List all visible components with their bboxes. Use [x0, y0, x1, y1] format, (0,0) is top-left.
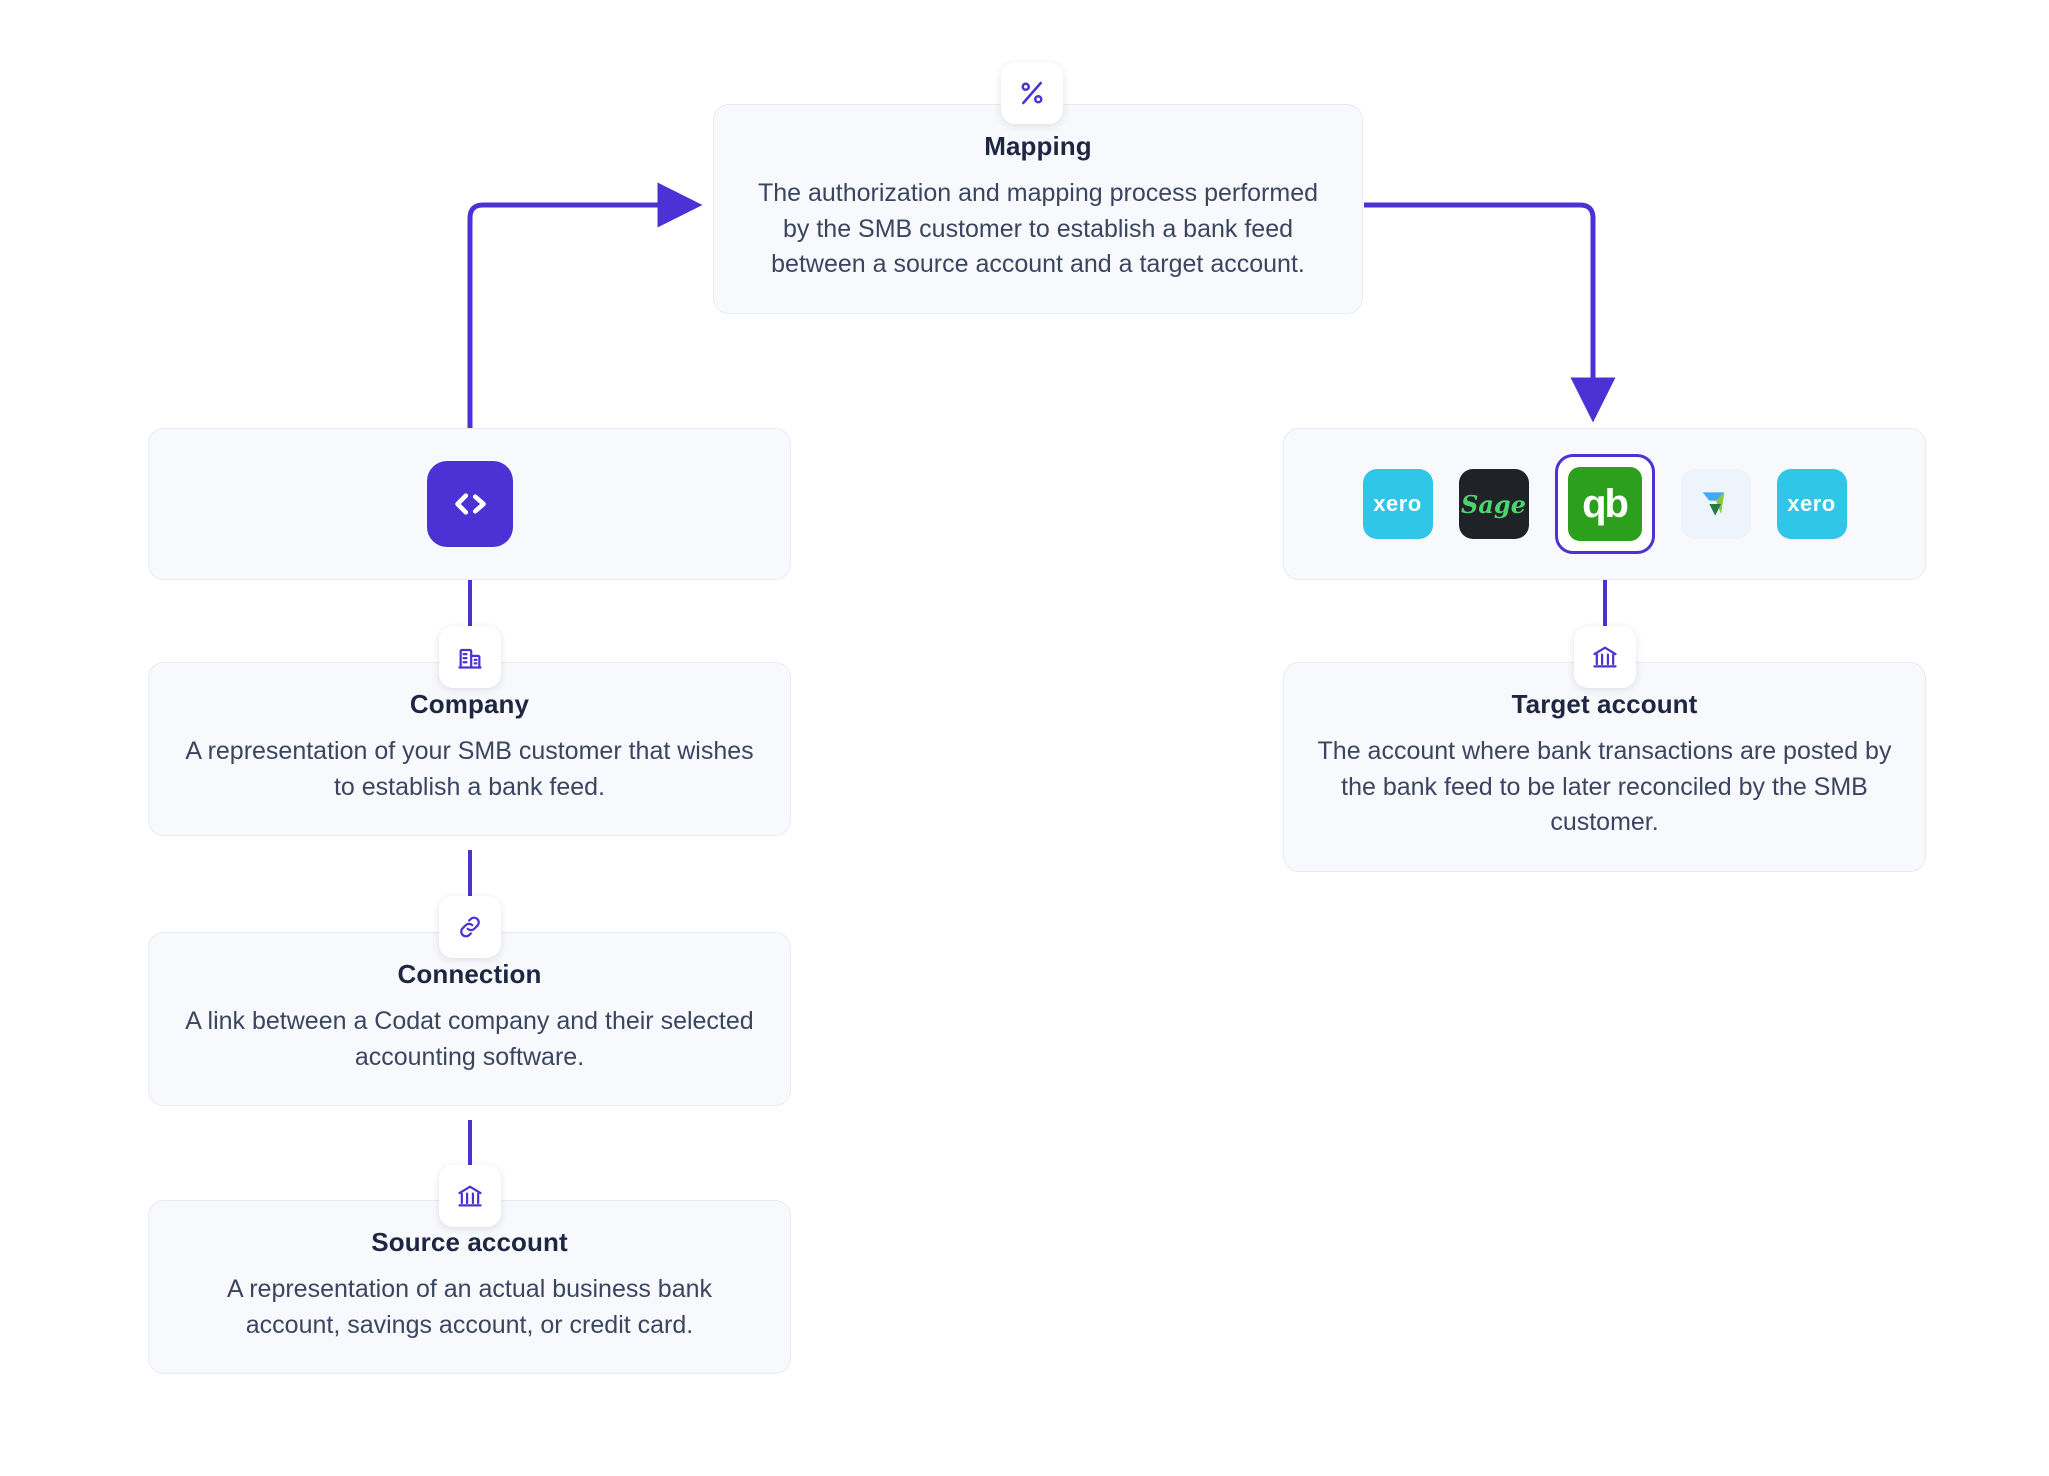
target-account-title: Target account	[1511, 689, 1698, 719]
company-building-icon	[439, 626, 501, 688]
platform-logo-freeagent[interactable]	[1681, 469, 1751, 539]
node-target-account	[1283, 662, 1926, 872]
platform-logo-xero-2[interactable]	[1777, 469, 1847, 539]
source-account-title: Source account	[371, 1227, 568, 1257]
freeagent-glyph-icon	[1696, 484, 1736, 524]
connection-description: A link between a Codat company and their selected accounting software.	[185, 1007, 754, 1071]
link-icon	[439, 896, 501, 958]
platform-logo-sage[interactable]	[1459, 469, 1529, 539]
connection-title: Connection	[397, 959, 542, 989]
codat-logo-icon	[427, 461, 513, 547]
target-account-description: The account where bank transactions are posted by the bank feed to be later reconciled by the SMB customer.	[1317, 737, 1892, 836]
platform-logo-xero[interactable]	[1363, 469, 1433, 539]
mapping-description: The authorization and mapping process performed by the SMB customer to establish a bank feed between a source account and a target account.	[757, 179, 1319, 278]
bank-icon	[1574, 626, 1636, 688]
bank-icon	[439, 1165, 501, 1227]
platform-logo-xero-label: xero	[1373, 491, 1422, 516]
platform-logo-quickbooks	[1568, 467, 1642, 541]
node-connection	[148, 932, 791, 1106]
mapping-icon	[1001, 62, 1063, 124]
source-account-description: A representation of an actual business bank account, savings account, or credit card.	[226, 1275, 713, 1339]
accounting-platform-list	[1283, 428, 1926, 580]
node-mapping	[713, 104, 1363, 314]
mapping-title: Mapping	[984, 131, 1092, 161]
company-title: Company	[409, 689, 530, 719]
platform-logo-quickbooks-selected[interactable]	[1555, 454, 1655, 554]
company-description: A representation of your SMB customer that wishes to establish a bank feed.	[185, 737, 754, 801]
platform-logo-sage-label: Sage	[1461, 489, 1526, 519]
node-codat	[148, 428, 791, 580]
node-company	[148, 662, 791, 836]
platform-logo-row	[1363, 454, 1847, 554]
platform-logo-quickbooks-label: qb	[1582, 481, 1627, 526]
platform-logo-xero-2-label: xero	[1787, 491, 1836, 516]
